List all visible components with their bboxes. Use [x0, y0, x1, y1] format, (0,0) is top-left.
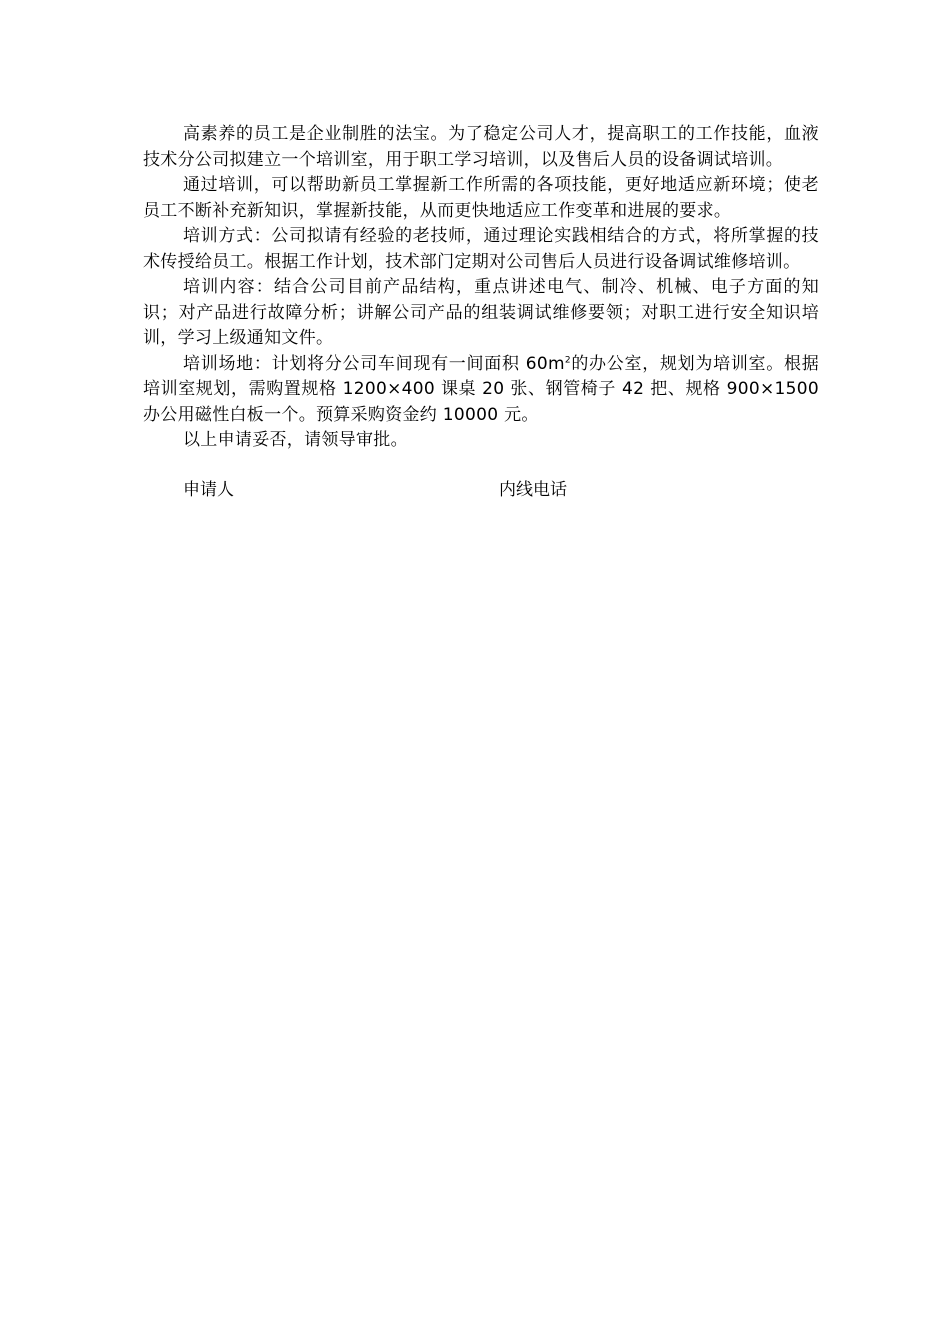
- venue-superscript: 2: [564, 354, 571, 365]
- venue-text-part1: 培训场地：计划将分公司车间现有一间面积 60m: [183, 353, 565, 374]
- paragraph-training-method: 培训方式：公司拟请有经验的老技师，通过理论实践相结合的方式，将所掌握的技术传授给员工。根据工作计划，技术部门定期对公司售后人员进行设备调试维修培训。: [143, 226, 819, 272]
- document-body: [143, 122, 819, 504]
- paragraph-closing: 以上申请妥否，请领导审批。: [183, 430, 408, 450]
- paragraph-training-venue: [143, 352, 819, 429]
- paragraph-benefits: 通过培训，可以帮助新员工掌握新工作所需的各项技能，更好地适应新环境；使老员工不断补充新知识，掌握新技能，从而更快地适应工作变革和进展的要求。: [143, 175, 819, 221]
- venue-text-part2: 的办公室，规划为培训室。根据培训室规划，需购置规格 1200×400 课桌 20 张、钢管椅子 42 把、规格 900×1500 办公用磁性白板一个。预算采购资金约 10000 元。: [143, 353, 819, 425]
- signature-row: [143, 478, 819, 504]
- phone-label: 内线电话: [499, 479, 567, 500]
- paragraph-intro: 高素养的员工是企业制胜的法宝。为了稳定公司人才，提高职工的工作技能，血液技术分公司拟建立一个培训室，用于职工学习培训，以及售后人员的设备调试培训。: [143, 124, 819, 170]
- paragraph-training-content: 培训内容：结合公司目前产品结构，重点讲述电气、制冷、机械、电子方面的知识；对产品进行故障分析；讲解公司产品的组装调试维修要领；对职工进行安全知识培训，学习上级通知文件。: [143, 277, 819, 348]
- applicant-label: 申请人: [183, 479, 234, 500]
